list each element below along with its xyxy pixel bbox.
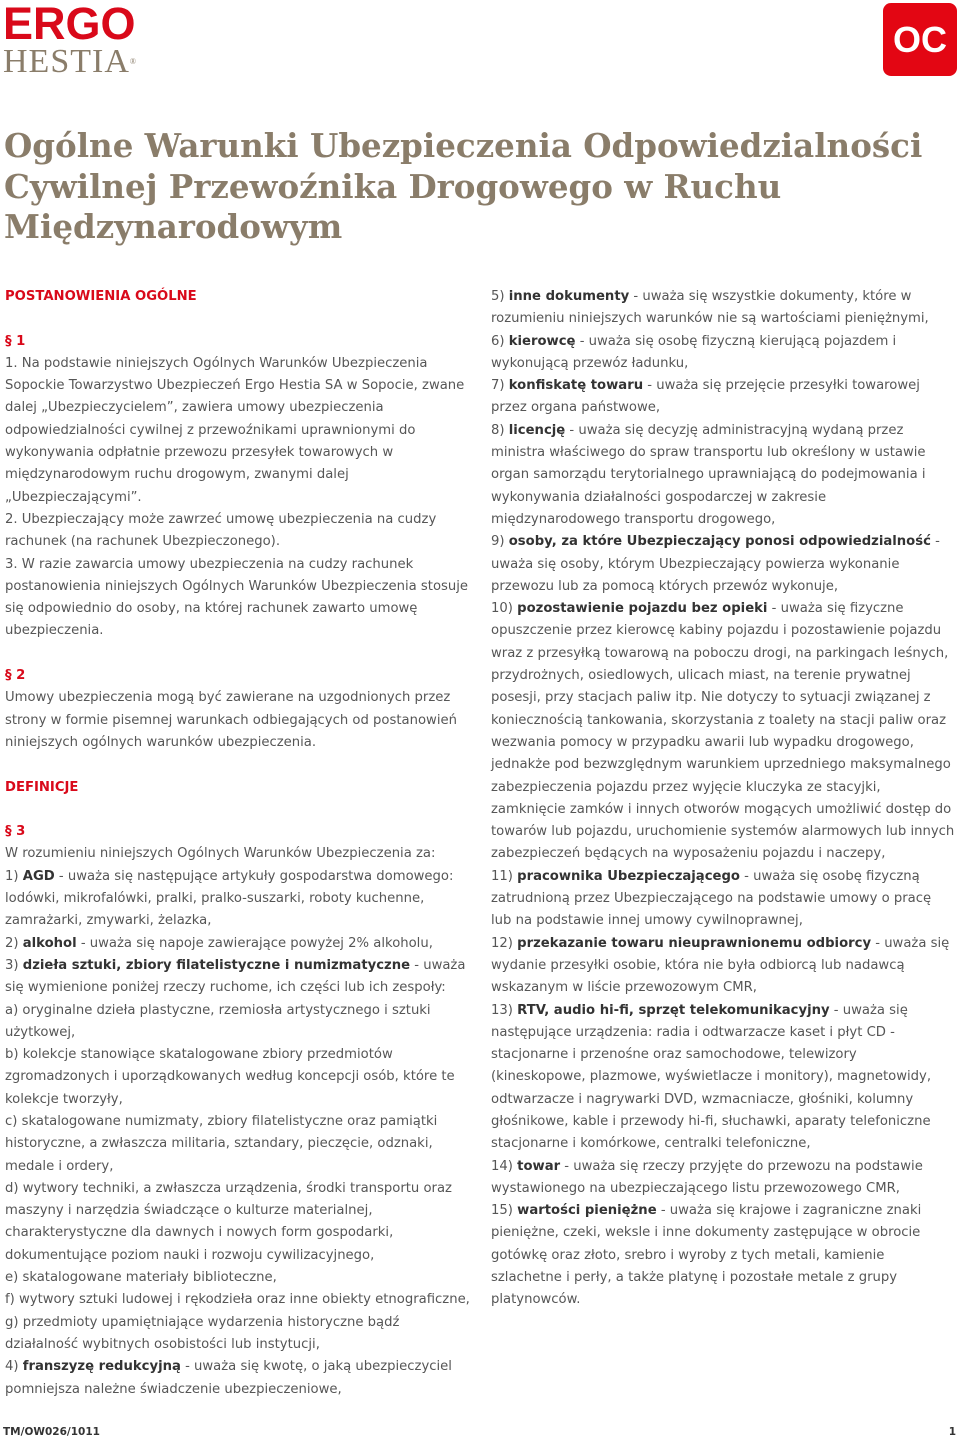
definition-number: 12) <box>491 935 513 951</box>
logo-hestia-word: HESTIA <box>3 43 130 80</box>
definition-15 <box>491 1200 955 1311</box>
registered-mark: ® <box>129 57 137 66</box>
definition-number: 4) <box>5 1359 19 1375</box>
logo-hestia-text <box>3 44 143 80</box>
definition-5 <box>491 286 955 331</box>
section-1-paragraph-3: 3. W razie zawarcia umowy ubezpieczenia na cudzy rachunek postanowienia niniejszych Ogólnych Warunków Ubezpieczenia stosuje się odpowiednio do osoby, na której rachunek zawarto umowę ubezpieczenia. <box>5 556 469 639</box>
definition-term: inne dokumenty <box>508 289 630 304</box>
general-provisions-heading: POSTANOWIENIA OGÓLNE <box>5 289 197 304</box>
oc-badge: OC <box>883 3 957 76</box>
definition-number: 13) <box>491 1002 513 1018</box>
definition-number: 3) <box>5 957 19 973</box>
definition-12 <box>491 933 955 1000</box>
definition-3-item-b: b) kolekcje stanowiące skatalogowane zbiory przedmiotów zgromadzonych i uporządkowanych według koncepcji osób, które te kolekcje tworzyły, <box>5 1047 455 1107</box>
definition-3-item-d: d) wytwory techniki, a zwłaszcza urządzenia, środki transportu oraz maszyny i narzędzia świadczące o kulturze materialnej, charakterystyczne dla dawnych i nowych form gospodarki, dokumentujące poziom nauki i rozwoju cywilizacyjnego, <box>5 1180 452 1263</box>
definition-text: - uważa się krajowe i zagraniczne znaki pieniężne, czeki, weksle i inne dokumenty zastępujące w obrocie gotówkę oraz złoto, srebro i wyroby z tych metali, kamienie szlachetne i perły, a także platynę i pozostałe metale z grupy platynowców. <box>491 1203 922 1308</box>
definition-number: 14) <box>491 1158 513 1174</box>
definition-term: AGD <box>22 868 55 884</box>
section-3-intro: W rozumieniu niniejszych Ogólnych Warunków Ubezpieczenia za: <box>5 846 436 862</box>
document-code: TM/OW026/1011 <box>3 1426 100 1438</box>
definition-3 <box>5 955 473 1000</box>
document-title: Ogólne Warunki Ubezpieczenia Odpowiedzialności Cywilnej Przewoźnika Drogowego w Ruchu Międzynarodowym <box>4 126 923 246</box>
definition-3-item-a: a) oryginalne dzieła plastyczne, rzemiosła artystycznego i sztuki użytkowej, <box>5 1002 431 1040</box>
definition-10 <box>491 598 955 866</box>
definition-term: konfiskatę towaru <box>508 378 644 394</box>
definition-term: dzieła sztuki, zbiory filatelistyczne i numizmatyczne <box>22 957 411 973</box>
definition-3-item-c: c) skatalogowane numizmaty, zbiory filatelistyczne oraz pamiątki historyczne, a zwłaszcza militaria, sztandary, pieczęcie, odznaki, medale i ordery, <box>5 1113 438 1174</box>
definition-13 <box>491 1000 955 1156</box>
section-2-heading: § 2 <box>5 668 26 684</box>
definition-3-item-e: e) skatalogowane materiały biblioteczne, <box>5 1270 277 1286</box>
definition-text: - uważa się wymienione poniżej rzeczy ruchome, ich części lub ich zespoły: <box>5 957 466 996</box>
section-1-paragraph-1: 1. Na podstawie niniejszych Ogólnych Warunków Ubezpieczenia Sopockie Towarzystwo Ubezpieczeń Ergo Hestia SA w Sopocie, zwane dalej „Ubezpieczycielem”, zawiera umowy ubezpieczenia odpowiedzialności cywilnej z przewoźnikami uprawnionymi do wykonywania odpłatnie przewozu przesyłek towarowych w międzynarodowym ruchu drogowym, zwanymi dalej „Ubezpieczającymi”. <box>5 355 465 505</box>
definition-number: 6) <box>491 333 505 349</box>
definition-term: pozostawienie pojazdu bez opieki <box>517 601 768 617</box>
definition-number: 7) <box>491 378 505 394</box>
definitions-heading: DEFINICJE <box>5 779 79 795</box>
definition-term: towar <box>517 1158 561 1174</box>
definition-text: - uważa się napoje zawierające powyżej 2% alkoholu, <box>76 935 433 951</box>
definition-text: - uważa się rzeczy przyjęte do przewozu na podstawie wystawionego na ubezpieczającego listu przewozowego CMR, <box>491 1158 923 1196</box>
definition-text: - uważa się osobę fizyczną kierującą pojazdem i wykonującą przewóz ładunku, <box>491 333 897 371</box>
definition-term: alkohol <box>22 935 77 951</box>
section-2-paragraph: Umowy ubezpieczenia mogą być zawierane na uzgodnionych przez strony w formie pisemnej warunkach odbiegających od postanowień niniejszych ogólnych warunków ubezpieczenia. <box>5 690 457 750</box>
page-number: 1 <box>948 1426 956 1438</box>
definition-9 <box>491 531 955 598</box>
definition-3-item-f: f) wytwory sztuki ludowej i rękodzieła oraz inne obiekty etnograficzne, <box>5 1292 470 1308</box>
definition-2 <box>5 933 473 955</box>
definition-term: pracownika Ubezpieczającego <box>517 868 740 884</box>
definition-1 <box>5 866 473 933</box>
definition-7 <box>491 375 955 420</box>
definition-text: - uważa się wszystkie dokumenty, które w rozumieniu niniejszych warunków nie są wartościami pieniężnymi, <box>491 289 929 327</box>
section-3-heading: § 3 <box>5 824 26 840</box>
definition-term: franszyzę redukcyjną <box>22 1359 181 1375</box>
definition-term: osoby, za które Ubezpieczający ponosi odpowiedzialność <box>508 534 931 550</box>
definition-text: - uważa się osobę fizyczną zatrudnioną przez Ubezpieczającego na podstawie umowy o pracę lub na podstawie innej umowy cywilnoprawnej, <box>491 868 932 929</box>
left-column <box>5 286 473 1401</box>
definition-8 <box>491 420 955 531</box>
definition-term: wartości pieniężne <box>517 1203 657 1219</box>
definition-number: 8) <box>491 422 505 438</box>
definition-number: 10) <box>491 601 513 617</box>
definition-6 <box>491 331 955 376</box>
definition-4 <box>5 1356 473 1401</box>
definition-14 <box>491 1156 955 1201</box>
definition-number: 11) <box>491 868 513 884</box>
definition-text: - uważa się przejęcie przesyłki towarowej przez organa państwowe, <box>491 378 920 416</box>
definition-number: 2) <box>5 935 19 951</box>
definition-text: - uważa się decyzję administracyjną wydaną przez ministra właściwego do spraw transportu lub określony w ustawie organ samorządu terytorialnego uprawniającą do podejmowania i wykonywania działalności gospodarczej w zakresie międzynarodowego transportu drogowego, <box>491 422 926 527</box>
definition-text: - uważa się osoby, którym Ubezpieczający powierza wykonanie przewozu lub za pomocą których przewóz wykonuje, <box>491 534 940 594</box>
section-1-paragraph-2: 2. Ubezpieczający może zawrzeć umowę ubezpieczenia na cudzy rachunek (na rachunek Ubezpieczonego). <box>5 511 437 550</box>
definition-text: - uważa się kwotę, o jaką ubezpieczyciel pomniejsza należne świadczenie ubezpieczeniowe, <box>5 1359 452 1397</box>
definition-term: przekazanie towaru nieuprawnionemu odbiorcy <box>517 935 872 951</box>
definition-text: - uważa się następujące artykuły gospodarstwa domowego: lodówki, mikrofalówki, pralki, pralko-suszarki, roboty kuchenne, zamrażarki, zmywarki, żelazka, <box>5 868 454 929</box>
definition-11 <box>491 866 955 933</box>
section-1-heading: § 1 <box>5 333 26 349</box>
definition-term: RTV, audio hi-fi, sprzęt telekomunikacyjny <box>517 1002 830 1018</box>
definition-text: - uważa się wydanie przesyłki osobie, która nie była odbiorcą lub nadawcą wskazanym w liście przewozowym CMR, <box>491 935 950 996</box>
definition-text: - uważa się następujące urządzenia: radia i odtwarzacze kaset i płyt CD - stacjonarne i przenośne oraz samochodowe, telewizory (kineskopowe, plazmowe, wyświetlacze i monitory), magnetowidy, odtwarzacze i nagrywarki DVD, wzmacniacze, głośniki, kolumny głośnikowe, kable i przewody hi-fi, słuchawki, aparaty telefoniczne stacjonarne i komórkowe, centralki telefoniczne, <box>491 1002 932 1152</box>
definition-3-item-g: g) przedmioty upamiętniające wydarzenia historyczne bądź działalność wybitnych osobistości lub instytucji, <box>5 1314 400 1352</box>
definition-term: licencję <box>508 422 566 438</box>
definition-number: 5) <box>491 289 505 304</box>
definition-number: 1) <box>5 868 19 884</box>
right-column <box>491 286 955 1312</box>
definition-number: 9) <box>491 534 505 550</box>
definition-text: - uważa się fizyczne opuszczenie przez kierowcę kabiny pojazdu i pozostawienie pojazdu wraz z przesyłką towarową na poboczu drogi, na parkingach leśnych, przydrożnych, osiedlowych, ulicach miast, na terenie prywatnej posesji, przy stacjach paliw itp. Nie dotyczy to sytuacji związanej z koniecznością tankowania, skorzystania z toalety na stacji paliw oraz wezwania pomocy w przypadku awarii lub wypadku drogowego, jednakże pod bezwzględnym warunkiem uprzedniego maksymalnego zabezpieczenia pojazdu przez wyjęcie kluczyka ze stacyjki, zamknięcie zamków i innych otworów mogących umożliwić dostęp do towarów lub pojazdu, uruchomienie systemów alarmowych lub innych zabezpieczeń będących na wyposażeniu pojazdu i naczepy, <box>491 601 955 862</box>
logo-ergo-text: ERGO <box>3 0 136 49</box>
definition-term: kierowcę <box>508 333 576 349</box>
ergo-hestia-logo <box>3 0 143 84</box>
definition-number: 15) <box>491 1203 513 1219</box>
